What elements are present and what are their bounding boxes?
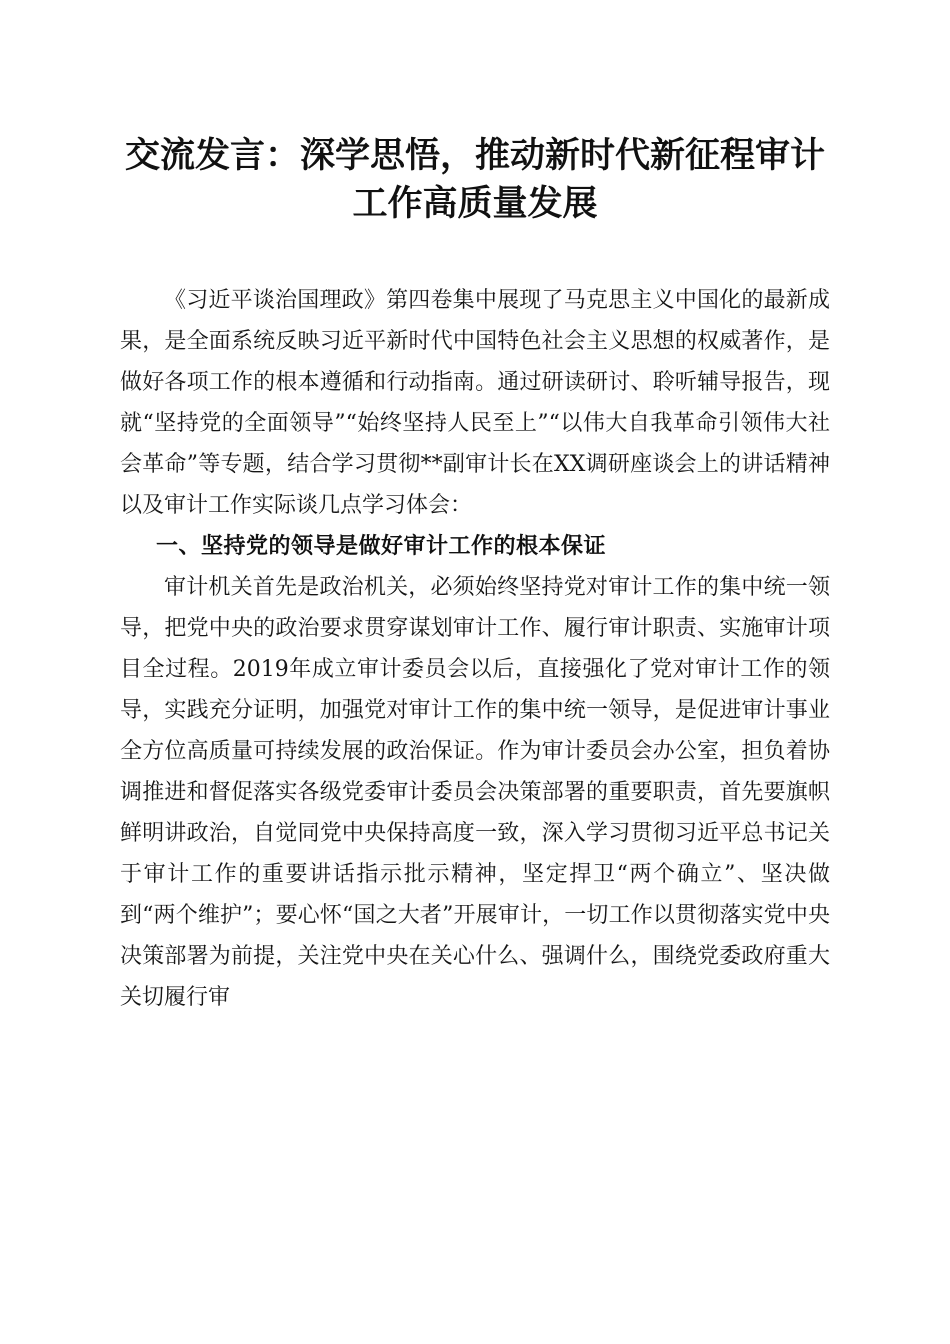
title-line-2: 工作高质量发展 [352,183,598,224]
section-1-paragraph: 审计机关首先是政治机关，必须始终坚持党对审计工作的集中统一领导，把党中央的政治要求贯穿谋划审计工作、履行审计职责、实施审计项目全过程。2019年成立审计委员会以后，直接强化了党对审计工作的领导，实践充分证明，加强党对审计工作的集中统一领导，是促进审计事业全方位高质量可持续发展的政治保证。作为审计委员会办公室，担负着协调推进和督促落实各级党委审计委员会决策部署的重要职责，首先要旗帜鲜明讲政治，自觉同党中央保持高度一致，深入学习贯彻习近平总书记关于审计工作的重要讲话指示批示精神，坚定捍卫“两个确立”、坚决做到“两个维护”；要心怀“国之大者”开展审计，一切工作以贯彻落实党中央决策部署为前提，关注党中央在关心什么、强调什么，围绕党委政府重大关切履行审 [120,575,830,1010]
title-line-1: 交流发言：深学思悟，推动新时代新征程审计 [124,135,825,176]
section-heading-1: 一、坚持党的领导是做好审计工作的根本保证 [156,534,607,559]
document-title [110,132,840,228]
intro-paragraph: 《习近平谈治国理政》第四卷集中展现了马克思主义中国化的最新成果，是全面系统反映习近平新时代中国特色社会主义思想的权威著作，是做好各项工作的根本遵循和行动指南。通过研读研讨、聆听辅导报告，现就“坚持党的全面领导”“始终坚持人民至上”“以伟大自我革命引领伟大社会革命”等专题，结合学习贯彻**副审计长在XX调研座谈会上的讲话精神以及审计工作实际谈几点学习体会： [120,288,830,518]
document-body [120,280,830,1018]
